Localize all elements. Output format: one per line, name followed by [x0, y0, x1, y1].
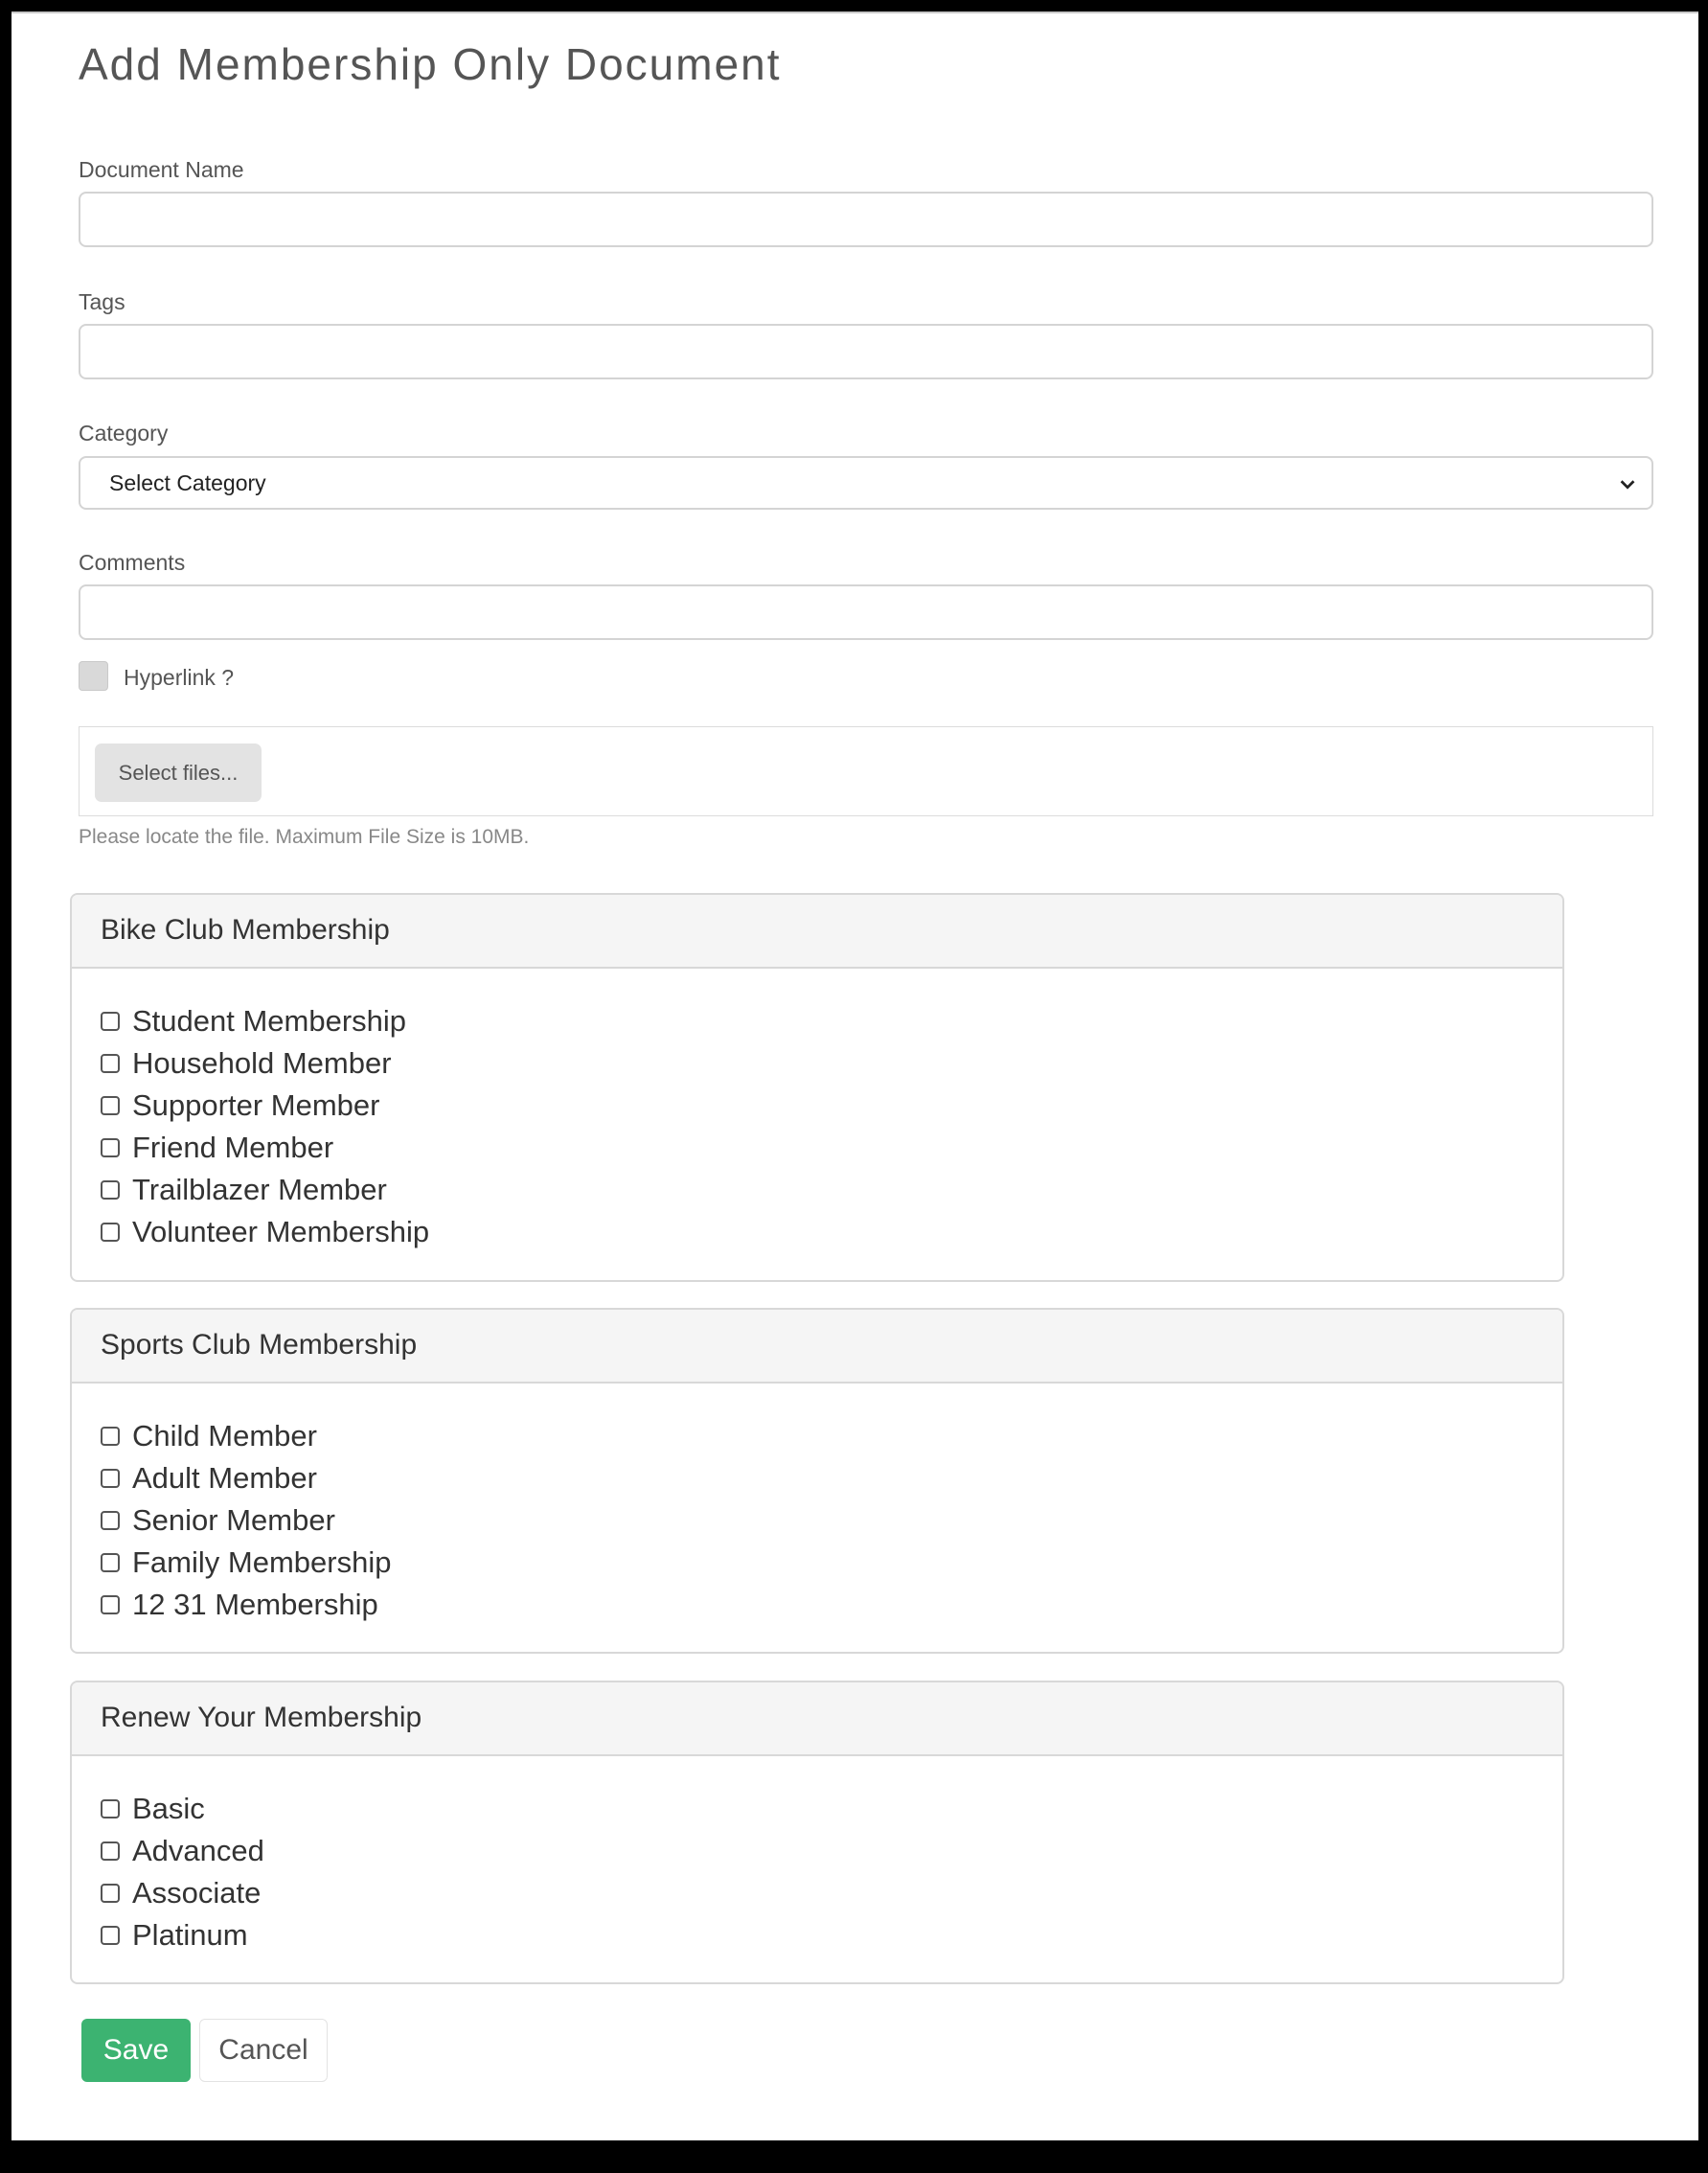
panel-title: Sports Club Membership [101, 1329, 418, 1361]
option-label: Supporter Member [132, 1088, 380, 1122]
comments-label: Comments [79, 550, 186, 575]
comments-input[interactable] [79, 584, 1653, 640]
panel-renew-membership [70, 1681, 1564, 1984]
membership-option[interactable] [101, 1415, 1562, 1457]
option-label: Adult Member [132, 1461, 317, 1495]
tags-label: Tags [79, 289, 125, 314]
checkbox[interactable] [101, 1180, 120, 1200]
panel-options [72, 969, 1562, 1253]
checkbox[interactable] [101, 1841, 120, 1861]
option-label: Associate [132, 1876, 262, 1910]
hyperlink-checkbox[interactable] [79, 661, 108, 691]
checkbox[interactable] [101, 1012, 120, 1031]
document-name-input[interactable] [79, 192, 1653, 247]
page-title: Add Membership Only Document [79, 39, 782, 89]
panel-sports-club [70, 1308, 1564, 1654]
option-label: Household Member [132, 1046, 392, 1080]
panel-header [72, 1682, 1562, 1756]
checkbox[interactable] [101, 1511, 120, 1530]
checkbox[interactable] [101, 1799, 120, 1818]
membership-option[interactable] [101, 1085, 1562, 1127]
category-select[interactable] [79, 456, 1653, 510]
option-label: Family Membership [132, 1545, 392, 1579]
document-name-label: Document Name [79, 157, 244, 182]
membership-option[interactable] [101, 1169, 1562, 1211]
checkbox[interactable] [101, 1553, 120, 1572]
panel-options [72, 1384, 1562, 1626]
panel-options [72, 1756, 1562, 1956]
checkbox[interactable] [101, 1595, 120, 1614]
checkbox[interactable] [101, 1884, 120, 1903]
checkbox[interactable] [101, 1926, 120, 1945]
file-upload-zone [79, 726, 1653, 816]
membership-option[interactable] [101, 1499, 1562, 1542]
category-label: Category [79, 421, 169, 446]
membership-option[interactable] [101, 1788, 1562, 1830]
membership-option[interactable] [101, 1457, 1562, 1499]
membership-option[interactable] [101, 1000, 1562, 1042]
membership-option[interactable] [101, 1914, 1562, 1956]
option-label: Child Member [132, 1419, 317, 1452]
option-label: Basic [132, 1792, 205, 1825]
membership-option[interactable] [101, 1042, 1562, 1085]
option-label: Trailblazer Member [132, 1173, 387, 1206]
option-label: Advanced [132, 1834, 264, 1867]
membership-option[interactable] [101, 1872, 1562, 1914]
category-selected-value: Select Category [109, 470, 266, 495]
option-label: Student Membership [132, 1004, 407, 1038]
option-label: Senior Member [132, 1503, 335, 1537]
save-button[interactable]: Save [81, 2019, 191, 2082]
checkbox[interactable] [101, 1427, 120, 1446]
panel-header [72, 895, 1562, 969]
tags-input[interactable] [79, 324, 1653, 379]
panel-bike-club [70, 893, 1564, 1282]
panel-title: Bike Club Membership [101, 914, 390, 946]
membership-option[interactable] [101, 1584, 1562, 1626]
cancel-button[interactable]: Cancel [199, 2019, 328, 2082]
checkbox[interactable] [101, 1054, 120, 1073]
panel-header [72, 1310, 1562, 1384]
membership-option[interactable] [101, 1127, 1562, 1169]
checkbox[interactable] [101, 1138, 120, 1157]
membership-option[interactable] [101, 1211, 1562, 1253]
membership-option[interactable] [101, 1830, 1562, 1872]
hyperlink-label: Hyperlink ? [124, 665, 235, 690]
chevron-down-icon [1617, 473, 1638, 494]
file-size-hint: Please locate the file. Maximum File Size is 10MB. [79, 826, 530, 848]
option-label: Volunteer Membership [132, 1215, 430, 1248]
option-label: Friend Member [132, 1131, 334, 1164]
checkbox[interactable] [101, 1223, 120, 1242]
select-files-button[interactable]: Select files... [95, 743, 262, 802]
option-label: Platinum [132, 1918, 248, 1952]
option-label: 12 31 Membership [132, 1588, 378, 1621]
membership-option[interactable] [101, 1542, 1562, 1584]
checkbox[interactable] [101, 1096, 120, 1115]
panel-title: Renew Your Membership [101, 1702, 422, 1733]
checkbox[interactable] [101, 1469, 120, 1488]
